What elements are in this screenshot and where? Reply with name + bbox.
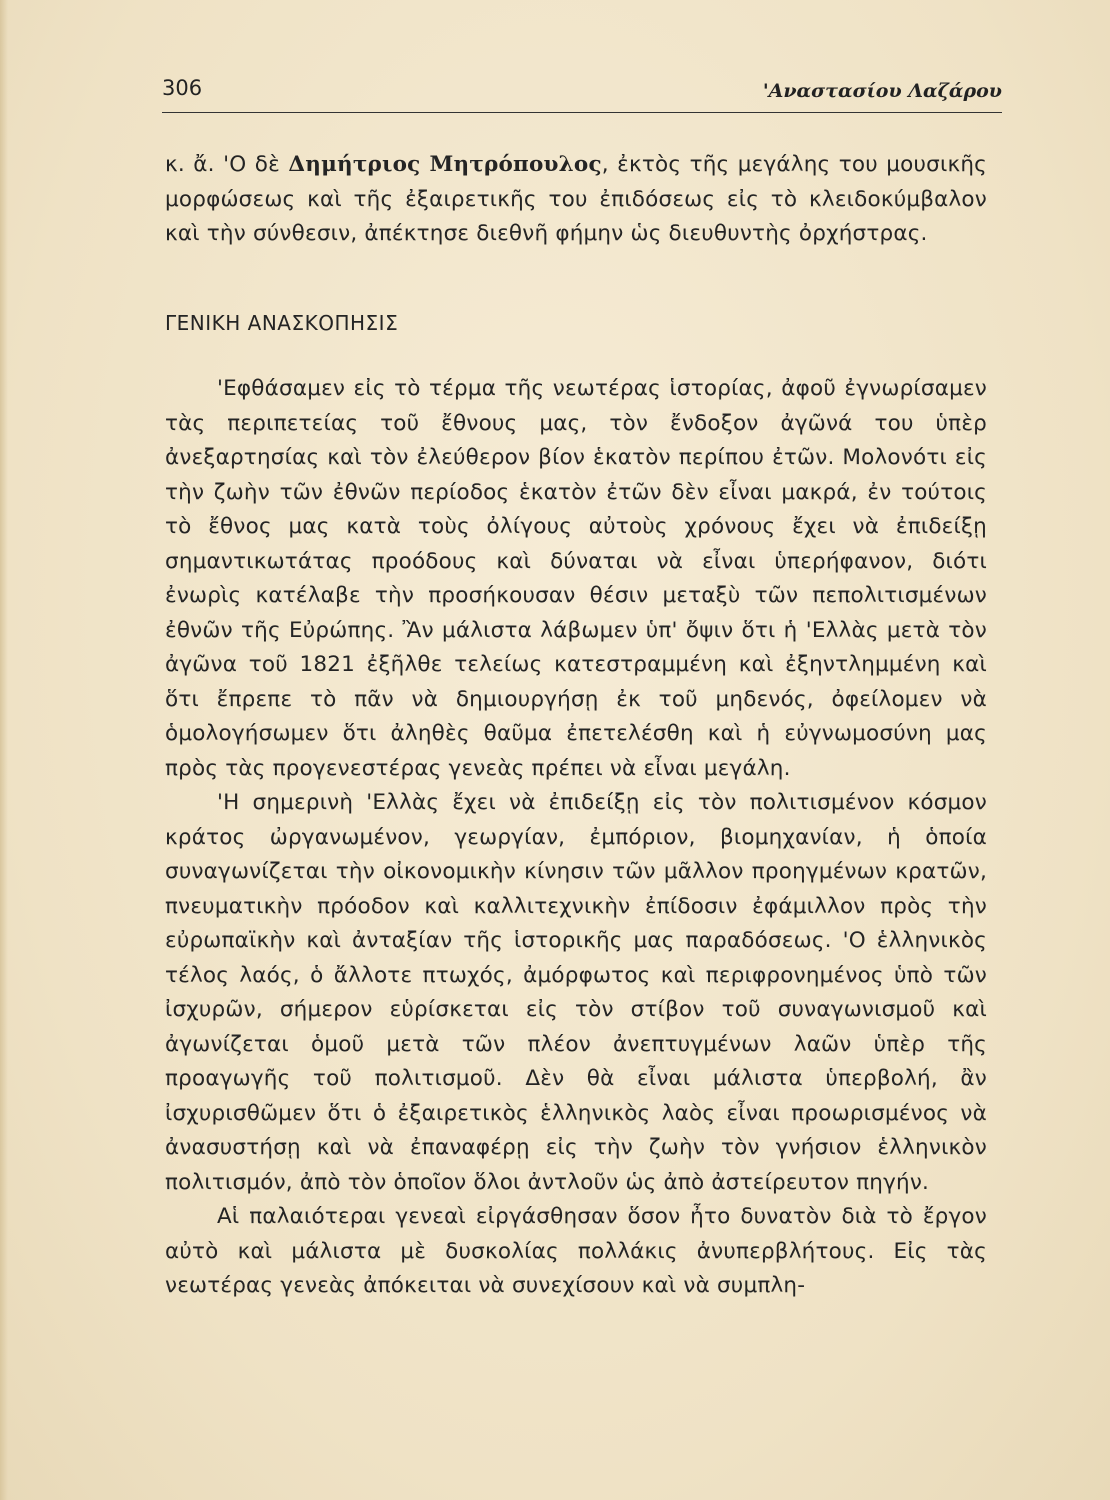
- paragraph-3: Αἱ παλαιότεραι γενεαὶ εἰργάσθησαν ὅσον ἦτο δυνατὸν διὰ τὸ ἔργον αὐτὸ καὶ μάλιστα μὲ δυσκολίας πολλάκις ἀνυπερβλήτους. Εἰς τὰς νεωτέρας γενεὰς ἀπόκειται νὰ συνεχίσουν καὶ νὰ συμπλη-: [165, 1204, 987, 1298]
- page-header: [162, 70, 1002, 113]
- section-title: ΓΕΝΙΚΗ ΑΝΑΣΚΟΠΗΣΙΣ: [165, 310, 399, 335]
- intro-text-before-name: κ. ἄ. 'Ο δὲ: [165, 152, 289, 177]
- page-body: [165, 148, 987, 1304]
- page-gutter-shadow: [0, 0, 8, 1500]
- running-head-author: 'Αναστασίου Λαζάρου: [762, 80, 1002, 102]
- page-number: 306: [162, 76, 203, 100]
- paragraph-1: 'Εφθάσαμεν εἰς τὸ τέρμα τῆς νεωτέρας ἱστορίας, ἀφοῦ ἐγνωρίσαμεν τὰς περιπετείας τοῦ ἔθνους μας, τὸν ἔνδοξον ἀγῶνά του ὑπὲρ ἀνεξαρτησίας καὶ τὸν ἐλεύθερον βίον ἑκατὸν περίπου ἐτῶν. Μολονότι εἰς τὴν ζωὴν τῶν ἐθνῶν περίοδος ἑκατὸν ἐτῶν δὲν εἶναι μακρά, ἐν τούτοις τὸ ἔθνος μας κατὰ τοὺς ὀλίγους αὐτοὺς χρόνους ἔχει νὰ ἐπιδείξῃ σημαντικωτάτας προόδους καὶ δύναται νὰ εἶναι ὑπερήφανον, διότι ἐνωρὶς κατέλαβε τὴν προσήκουσαν θέσιν μεταξὺ τῶν πεπολιτισμένων ἐθνῶν τῆς Εὐρώπης. Ἂν μάλιστα λάβωμεν ὑπ' ὄψιν ὅτι ἡ 'Ελλὰς μετὰ τὸν ἀγῶνα τοῦ 1821 ἐξῆλθε τελείως κατεστραμμένη καὶ ἐξηντλημμένη καὶ ὅτι ἔπρεπε τὸ πᾶν νὰ δημιουργήσῃ ἐκ τοῦ μηδενός, ὀφείλομεν νὰ ὁμολογήσωμεν ὅτι ἀληθὲς θαῦμα ἐπετελέσθη καὶ ἡ εὐγνωμοσύνη μας πρὸς τὰς προγενεστέρας γενεὰς πρέπει νὰ εἶναι μεγάλη.: [165, 376, 987, 781]
- intro-person-name: Δημήτριος Μητρόπουλος: [288, 152, 602, 177]
- intro-paragraph: [165, 148, 987, 252]
- paragraph-2: 'Η σημερινὴ 'Ελλὰς ἔχει νὰ ἐπιδείξῃ εἰς τὸν πολιτισμένον κόσμον κράτος ὠργανωμένον, γεωργίαν, ἐμπόριον, βιομηχανίαν, ἡ ὁποία συναγωνίζεται τὴν οἰκονομικὴν κίνησιν τῶν μᾶλλον προηγμένων κρατῶν, πνευματικὴν πρόοδον καὶ καλλιτεχνικὴν ἐπίδοσιν ἐφάμιλλον πρὸς τὴν εὐρωπαϊκὴν καὶ ἀνταξίαν τῆς ἱστορικῆς μας παραδόσεως. 'Ο ἑλληνικὸς τέλος λαός, ὁ ἄλλοτε πτωχός, ἀμόρφωτος καὶ περιφρονημένος ὑπὸ τῶν ἰσχυρῶν, σήμερον εὑρίσκεται εἰς τὸν στίβον τοῦ συναγωνισμοῦ καὶ ἀγωνίζεται ὁμοῦ μετὰ τῶν πλέον ἀνεπτυγμένων λαῶν ὑπὲρ τῆς προαγωγῆς τοῦ πολιτισμοῦ. Δὲν θὰ εἶναι μάλιστα ὑπερβολή, ἂν ἰσχυρισθῶμεν ὅτι ὁ ἐξαιρετικὸς ἑλληνικὸς λαὸς εἶναι προωρισμένος νὰ ἀνασυστήσῃ καὶ νὰ ἐπαναφέρῃ εἰς τὴν ζωὴν τὸν γνήσιον ἑλληνικὸν πολιτισμόν, ἀπὸ τὸν ὁποῖον ὅλοι ἀντλοῦν ὡς ἀπὸ ἀστείρευτον πηγήν.: [165, 790, 987, 1195]
- intro-text-after-name: , ἐκτὸς τῆς μεγάλης του μουσικῆς μορφώσεως καὶ τῆς ἐξαιρετικῆς του ἐπιδόσεως εἰς τὸ κλειδοκύμβαλον καὶ τὴν σύνθεσιν, ἀπέκτησε διεθνῆ φήμην ὡς διευθυντὴς ὀρχήστρας.: [165, 152, 987, 246]
